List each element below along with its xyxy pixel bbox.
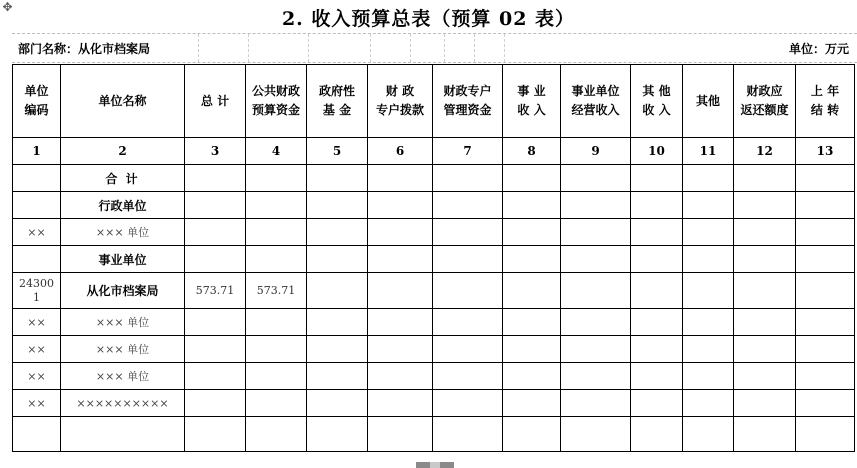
empty-cell[interactable] — [631, 336, 683, 363]
total-cell[interactable] — [185, 336, 246, 363]
unit-name-cell[interactable]: 行政单位 — [61, 192, 185, 219]
public-budget-cell[interactable] — [246, 219, 307, 246]
public-budget-cell[interactable] — [246, 336, 307, 363]
public-budget-cell[interactable] — [246, 363, 307, 390]
empty-cell[interactable] — [796, 219, 855, 246]
empty-cell[interactable] — [433, 309, 503, 336]
dashed-cell-border — [504, 34, 505, 62]
empty-cell[interactable] — [433, 390, 503, 417]
column-header: 上 年 结 转 — [796, 65, 855, 138]
total-cell[interactable] — [185, 309, 246, 336]
public-budget-cell[interactable] — [246, 390, 307, 417]
empty-cell[interactable] — [796, 192, 855, 219]
dashed-cell-border — [410, 34, 411, 62]
empty-cell[interactable] — [631, 309, 683, 336]
empty-cell[interactable] — [307, 273, 368, 309]
unit-code-cell[interactable]: ×× — [13, 390, 61, 417]
empty-cell[interactable] — [734, 336, 796, 363]
column-number: 1 — [13, 138, 61, 165]
empty-cell[interactable] — [734, 246, 796, 273]
empty-cell[interactable] — [307, 363, 368, 390]
scroll-indicator[interactable] — [416, 462, 454, 468]
public-budget-cell[interactable] — [246, 165, 307, 192]
empty-cell[interactable] — [368, 363, 433, 390]
column-number: 2 — [61, 138, 185, 165]
empty-cell[interactable] — [503, 219, 561, 246]
unit-name-cell[interactable]: ×××××××××× — [61, 390, 185, 417]
column-number: 9 — [561, 138, 631, 165]
unit-code-cell[interactable]: 24300 1 — [13, 273, 61, 309]
empty-cell[interactable] — [561, 390, 631, 417]
total-cell[interactable] — [185, 165, 246, 192]
empty-cell[interactable] — [433, 192, 503, 219]
column-number: 7 — [433, 138, 503, 165]
empty-cell[interactable] — [796, 246, 855, 273]
empty-cell[interactable] — [683, 417, 734, 452]
column-number: 8 — [503, 138, 561, 165]
empty-cell[interactable] — [796, 309, 855, 336]
column-number: 11 — [683, 138, 734, 165]
table-move-handle-icon[interactable]: ✥ — [2, 0, 13, 14]
table-row — [13, 165, 855, 192]
unit-code-cell[interactable] — [13, 246, 61, 273]
column-header: 总 计 — [185, 65, 246, 138]
empty-cell[interactable] — [683, 192, 734, 219]
empty-cell[interactable] — [503, 390, 561, 417]
empty-cell[interactable] — [631, 417, 683, 452]
empty-cell[interactable] — [631, 192, 683, 219]
empty-cell[interactable] — [561, 165, 631, 192]
table-row — [13, 192, 855, 219]
column-header: 财 政 专户拨款 — [368, 65, 433, 138]
empty-cell[interactable] — [561, 363, 631, 390]
empty-cell[interactable] — [368, 309, 433, 336]
empty-cell[interactable] — [561, 336, 631, 363]
empty-cell[interactable] — [796, 336, 855, 363]
table-row — [13, 246, 855, 273]
empty-cell[interactable] — [683, 165, 734, 192]
table-row — [13, 390, 855, 417]
total-cell[interactable] — [185, 219, 246, 246]
dashed-cell-border — [198, 34, 199, 62]
empty-cell[interactable] — [683, 390, 734, 417]
empty-cell[interactable] — [734, 417, 796, 452]
table-row — [13, 219, 855, 246]
total-cell[interactable] — [185, 192, 246, 219]
empty-cell[interactable] — [368, 246, 433, 273]
empty-cell[interactable] — [433, 219, 503, 246]
unit-code-cell[interactable]: ×× — [13, 219, 61, 246]
unit-name-cell[interactable]: 从化市档案局 — [61, 273, 185, 309]
empty-cell[interactable] — [561, 309, 631, 336]
table-row — [13, 417, 855, 452]
empty-cell[interactable] — [307, 246, 368, 273]
empty-cell[interactable] — [503, 336, 561, 363]
unit-name-cell[interactable]: ××× 单位 — [61, 336, 185, 363]
empty-cell[interactable] — [734, 390, 796, 417]
unit-name-cell[interactable]: 事业单位 — [61, 246, 185, 273]
column-number: 13 — [796, 138, 855, 165]
empty-cell[interactable] — [433, 363, 503, 390]
table-row — [13, 309, 855, 336]
empty-cell[interactable] — [503, 192, 561, 219]
unit-code-cell[interactable] — [13, 417, 61, 452]
empty-cell[interactable] — [368, 219, 433, 246]
empty-cell[interactable] — [503, 363, 561, 390]
public-budget-cell[interactable]: 573.71 — [246, 273, 307, 309]
empty-cell[interactable] — [561, 273, 631, 309]
empty-cell[interactable] — [368, 165, 433, 192]
empty-cell[interactable] — [631, 273, 683, 309]
column-header: 财政应 返还额度 — [734, 65, 796, 138]
empty-cell[interactable] — [368, 273, 433, 309]
column-header: 单位 编码 — [13, 65, 61, 138]
empty-cell[interactable] — [368, 336, 433, 363]
column-number: 5 — [307, 138, 368, 165]
empty-cell[interactable] — [796, 165, 855, 192]
empty-cell[interactable] — [433, 417, 503, 452]
table-row — [13, 273, 855, 309]
empty-cell[interactable] — [433, 246, 503, 273]
empty-cell[interactable] — [503, 309, 561, 336]
table-row — [13, 363, 855, 390]
total-cell[interactable] — [185, 390, 246, 417]
column-header: 单位名称 — [61, 65, 185, 138]
empty-cell[interactable] — [307, 309, 368, 336]
public-budget-cell[interactable] — [246, 246, 307, 273]
empty-cell[interactable] — [307, 165, 368, 192]
total-cell[interactable]: 573.71 — [185, 273, 246, 309]
income-budget-table — [12, 64, 855, 452]
dashed-cell-border — [308, 34, 309, 62]
unit-code-cell[interactable]: ×× — [13, 309, 61, 336]
empty-cell[interactable] — [368, 192, 433, 219]
empty-cell[interactable] — [734, 309, 796, 336]
empty-cell[interactable] — [561, 219, 631, 246]
empty-cell[interactable] — [734, 219, 796, 246]
empty-cell[interactable] — [683, 273, 734, 309]
empty-cell[interactable] — [631, 246, 683, 273]
empty-cell[interactable] — [561, 192, 631, 219]
public-budget-cell[interactable] — [246, 417, 307, 452]
dashed-cell-border — [370, 34, 371, 62]
empty-cell[interactable] — [631, 363, 683, 390]
total-cell[interactable] — [185, 417, 246, 452]
empty-cell[interactable] — [307, 192, 368, 219]
unit-name-cell[interactable]: 合 计 — [61, 165, 185, 192]
empty-cell[interactable] — [561, 417, 631, 452]
unit-name-cell[interactable]: ××× 单位 — [61, 309, 185, 336]
department-name: 部门名称：从化市档案局 — [18, 42, 151, 56]
empty-cell[interactable] — [307, 390, 368, 417]
empty-cell[interactable] — [503, 165, 561, 192]
column-header: 其 他 收 入 — [631, 65, 683, 138]
empty-cell[interactable] — [683, 309, 734, 336]
empty-cell[interactable] — [631, 165, 683, 192]
empty-cell[interactable] — [796, 417, 855, 452]
unit-code-cell[interactable] — [13, 192, 61, 219]
column-header: 事 业 收 入 — [503, 65, 561, 138]
table-header-row — [13, 65, 855, 138]
empty-cell[interactable] — [796, 390, 855, 417]
empty-cell[interactable] — [503, 273, 561, 309]
column-number: 6 — [368, 138, 433, 165]
empty-cell[interactable] — [503, 246, 561, 273]
empty-cell[interactable] — [796, 273, 855, 309]
empty-cell[interactable] — [734, 273, 796, 309]
empty-cell[interactable] — [433, 165, 503, 192]
column-number-row — [13, 138, 855, 165]
empty-cell[interactable] — [796, 363, 855, 390]
public-budget-cell[interactable] — [246, 309, 307, 336]
empty-cell[interactable] — [561, 246, 631, 273]
empty-cell[interactable] — [368, 390, 433, 417]
unit-code-cell[interactable]: ×× — [13, 336, 61, 363]
empty-cell[interactable] — [433, 273, 503, 309]
document-title: 2. 收入预算总表（预算 02 表） — [281, 8, 576, 30]
unit-name-cell[interactable] — [61, 417, 185, 452]
empty-cell[interactable] — [433, 336, 503, 363]
public-budget-cell[interactable] — [246, 192, 307, 219]
currency-unit: 单位：万元 — [788, 42, 849, 56]
empty-cell[interactable] — [368, 417, 433, 452]
column-number: 3 — [185, 138, 246, 165]
empty-cell[interactable] — [307, 219, 368, 246]
empty-cell[interactable] — [631, 390, 683, 417]
empty-cell[interactable] — [734, 165, 796, 192]
empty-cell[interactable] — [307, 336, 368, 363]
column-number: 4 — [246, 138, 307, 165]
info-row — [12, 34, 857, 63]
unit-code-cell[interactable] — [13, 165, 61, 192]
empty-cell[interactable] — [683, 219, 734, 246]
empty-cell[interactable] — [683, 336, 734, 363]
dashed-cell-border — [474, 34, 475, 62]
table-row — [13, 336, 855, 363]
empty-cell[interactable] — [503, 417, 561, 452]
column-number: 12 — [734, 138, 796, 165]
total-cell[interactable] — [185, 246, 246, 273]
column-number: 10 — [631, 138, 683, 165]
column-header: 事业单位 经营收入 — [561, 65, 631, 138]
unit-code-cell[interactable]: ×× — [13, 363, 61, 390]
unit-name-cell[interactable]: ××× 单位 — [61, 219, 185, 246]
column-header: 其他 — [683, 65, 734, 138]
column-header: 公共财政 预算资金 — [246, 65, 307, 138]
dashed-cell-border — [248, 34, 249, 62]
column-header: 政府性 基 金 — [307, 65, 368, 138]
dashed-cell-border — [444, 34, 445, 62]
empty-cell[interactable] — [631, 219, 683, 246]
total-cell[interactable] — [185, 363, 246, 390]
column-header: 财政专户 管理资金 — [433, 65, 503, 138]
unit-name-cell[interactable]: ××× 单位 — [61, 363, 185, 390]
empty-cell[interactable] — [683, 246, 734, 273]
empty-cell[interactable] — [683, 363, 734, 390]
empty-cell[interactable] — [734, 192, 796, 219]
empty-cell[interactable] — [307, 417, 368, 452]
empty-cell[interactable] — [734, 363, 796, 390]
